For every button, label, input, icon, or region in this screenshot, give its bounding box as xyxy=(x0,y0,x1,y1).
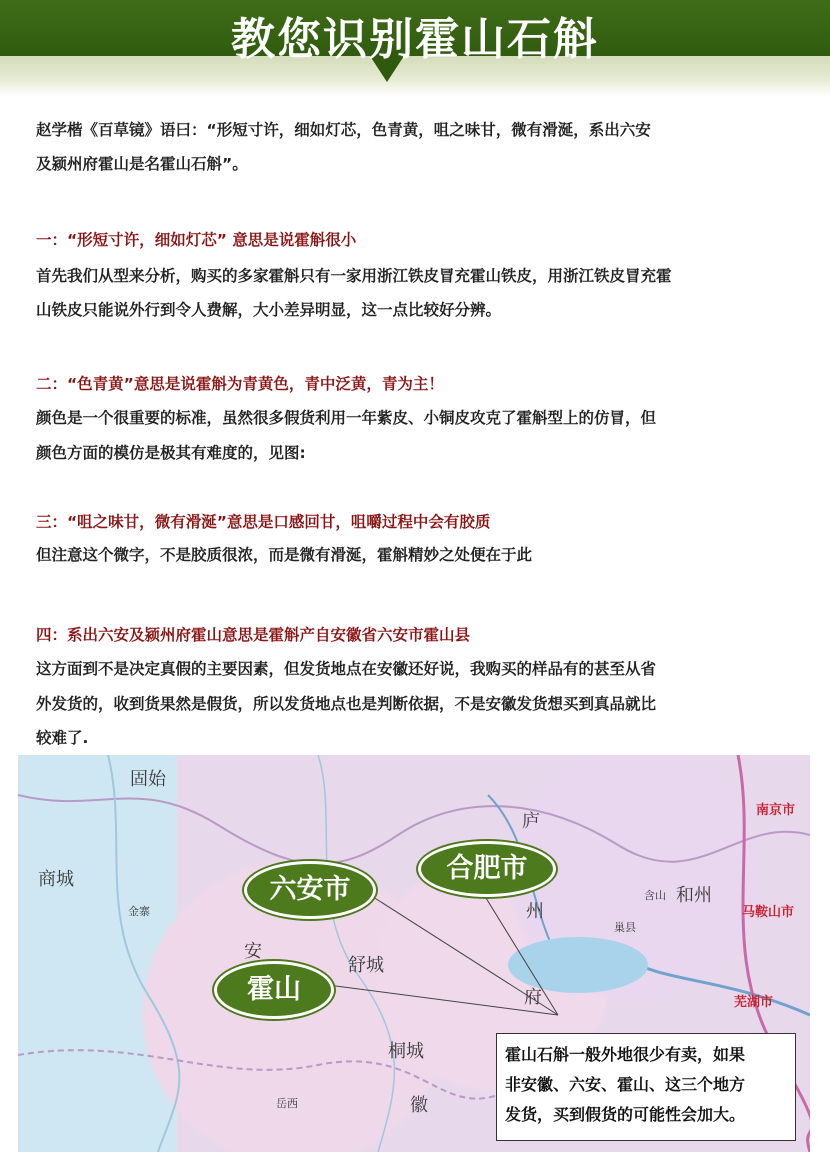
section-4-line-3: 较难了. xyxy=(36,729,89,747)
luan-city-bubble xyxy=(244,861,376,919)
map-label-hanshan: 含山 xyxy=(644,889,666,902)
section-1-line-1: 首先我们从型来分析，购买的多家霍斛只有一家用浙江铁皮冒充霍山铁皮，用浙江铁皮冒充霍 xyxy=(36,267,672,285)
luan-city-label: 六安市 xyxy=(269,874,351,905)
section-1-line-2: 山铁皮只能说外行到令人费解，大小差异明显，这一点比较好分辨。 xyxy=(36,301,502,319)
section-3-heading: 三：“咀之味甘，微有滑涎”意思是口感回甘，咀嚼过程中会有胶质 xyxy=(36,513,491,531)
map-label-gushi: 固始 xyxy=(130,769,166,790)
map-label-jinzhai: 金寨 xyxy=(128,905,150,918)
map-label-maanshan: 马鞍山市 xyxy=(742,905,795,920)
huoshan-bubble xyxy=(214,961,334,1019)
section-1-heading: 一：“形短寸许，细如灯芯” 意思是说霍斛很小 xyxy=(36,231,357,249)
map-label-shucheng: 舒城 xyxy=(348,955,384,976)
intro-line-2: 及颍州府霍山是名霍山石斛”。 xyxy=(36,155,248,173)
map-label-chaohu: 巢县 xyxy=(614,921,636,934)
section-4-line-2: 外发货的，收到货果然是假货，所以发货地点也是判断依据，不是安徽发货想买到真品就比 xyxy=(36,695,657,713)
hefei-city-bubble xyxy=(418,841,556,897)
map-label-wuhu: 芜湖市 xyxy=(734,995,774,1010)
map-label-fu: 府 xyxy=(524,987,542,1008)
map-note-line-3: 发货，买到假货的可能性会加大。 xyxy=(505,1105,746,1124)
map-label-nanjing: 南京市 xyxy=(756,803,796,818)
section-4-heading: 四：系出六安及颍州府霍山意思是霍斛产自安徽省六安市霍山县 xyxy=(36,626,471,644)
map-note-line-2: 非安徽、六安、霍山、这三个地方 xyxy=(505,1075,746,1094)
section-4-line-1: 这方面到不是决定真假的主要因素，但发货地点在安徽还好说，我购买的样品有的甚至从省 xyxy=(36,660,657,678)
map-image xyxy=(18,755,810,1152)
huoshan-label: 霍山 xyxy=(247,974,301,1005)
map-label-zhou: 州 xyxy=(526,901,544,922)
map-note xyxy=(496,1033,796,1141)
page-title: 教您识别霍山石斛 xyxy=(231,14,599,65)
map-label-tongcheng: 桐城 xyxy=(388,1041,424,1062)
map-note-line-1: 霍山石斛一般外地很少有卖，如果 xyxy=(505,1045,746,1064)
section-2-heading: 二：“色青黄”意思是说霍斛为青黄色，青中泛黄，青为主！ xyxy=(36,375,444,393)
map-label-shangcheng: 商城 xyxy=(38,869,74,890)
intro-line-1: 赵学楷《百草镜》语曰：“形短寸许，细如灯芯，色青黄，咀之味甘，微有滑涎，系出六安 xyxy=(36,121,651,139)
section-2-line-1: 颜色是一个很重要的标准，虽然很多假货利用一年紫皮、小铜皮攻克了霍斛型上的仿冒，但 xyxy=(36,409,657,427)
section-2-line-2: 颜色方面的模仿是极其有难度的，见图: xyxy=(36,444,306,462)
map-label-lu: 庐 xyxy=(522,811,540,832)
map-label-hui: 徽 xyxy=(410,1095,428,1116)
hefei-city-label: 合肥市 xyxy=(446,853,528,884)
map-label-yuexi: 岳西 xyxy=(276,1097,298,1110)
section-3-line-1: 但注意这个微字，不是胶质很浓，而是微有滑涎，霍斛精妙之处便在于此 xyxy=(36,546,533,564)
map-label-hexian: 和州 xyxy=(676,885,712,906)
map-label-an: 安 xyxy=(244,941,262,962)
